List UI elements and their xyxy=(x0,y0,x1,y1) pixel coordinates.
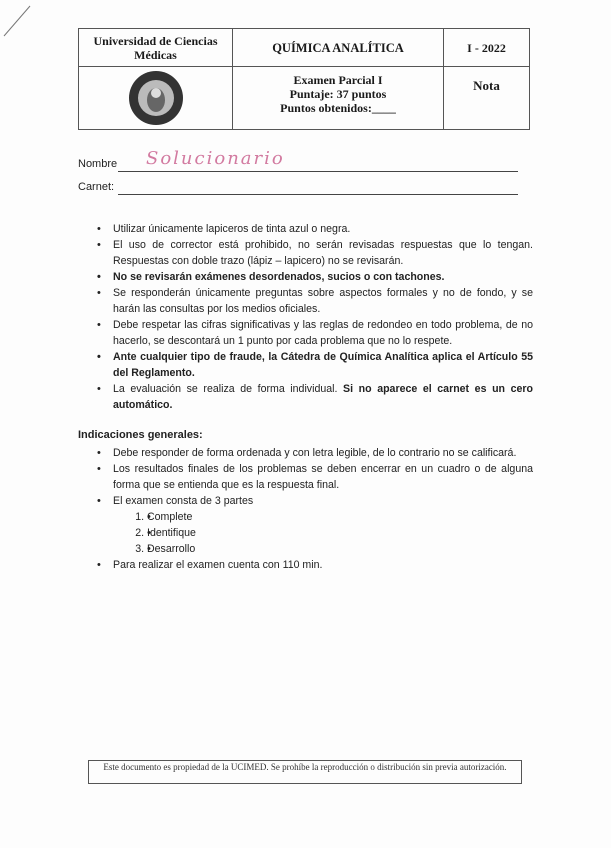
exam-title: Examen Parcial I xyxy=(293,73,383,87)
name-value: Solucionario xyxy=(146,148,285,169)
course-cell xyxy=(233,29,444,67)
parts-list xyxy=(113,509,533,557)
points-obtained: Puntos obtenidos:____ xyxy=(280,101,396,115)
name-field[interactable] xyxy=(118,171,518,172)
header-table xyxy=(78,28,530,130)
grade-cell xyxy=(444,67,529,129)
term-cell xyxy=(444,29,529,67)
term: I - 2022 xyxy=(467,40,506,55)
part-item: • 3. Desarrollo xyxy=(147,541,533,557)
university-cell xyxy=(79,29,233,67)
university-seal-icon xyxy=(127,69,185,127)
exam-info-cell xyxy=(233,67,444,129)
rule-item: • Utilizar únicamente lapiceros de tinta azul o negra. xyxy=(97,221,533,237)
rule-item: • La evaluación se realiza de forma individual. Si no aparece el carnet es un cero automático. xyxy=(97,381,533,413)
general-item: • Debe responder de forma ordenada y con letra legible, de lo contrario no se calificará. xyxy=(97,445,533,461)
rule-item: • No se revisarán exámenes desordenados, sucios o con tachones. xyxy=(97,269,533,285)
grade-label: Nota xyxy=(473,78,500,93)
rules-list xyxy=(97,221,533,413)
part-item: • 1. Complete xyxy=(147,509,533,525)
course-title: QUÍMICA ANALÍTICA xyxy=(272,40,404,55)
rule-item: • El uso de corrector está prohibido, no serán revisadas respuestas que lo tengan. Respuestas con doble trazo (lápiz – lapicero) no se revisarán. xyxy=(97,237,533,269)
exam-score: Puntaje: 37 puntos xyxy=(289,87,387,101)
rule-item: • Debe respetar las cifras significativas y las reglas de redondeo en todo problema, de no hacerlo, se descontará un 1 punto por cada problema que no lo respete. xyxy=(97,317,533,349)
rule-item: • Se responderán únicamente preguntas sobre aspectos formales y no de fondo, y se harán las consultas por los medios oficiales. xyxy=(97,285,533,317)
scan-mark xyxy=(0,0,40,40)
general-list xyxy=(97,445,533,573)
name-label: Nombre xyxy=(78,158,118,170)
footer-notice: Este documento es propiedad de la UCIMED. Se prohíbe la reproducción o distribución sin previa autorización. xyxy=(88,760,522,784)
general-title: Indicaciones generales: xyxy=(78,429,203,441)
part-item: • 2. Identifique xyxy=(147,525,533,541)
general-item: • El examen consta de 3 partes • 1. Complete • 2. Identifique • 3. Desarrollo xyxy=(97,493,533,557)
carnet-field[interactable] xyxy=(118,194,518,195)
university-name: Universidad de Ciencias Médicas xyxy=(93,33,218,62)
general-item: • Para realizar el examen cuenta con 110 min. xyxy=(97,557,533,573)
general-item: • Los resultados finales de los problemas se deben encerrar en un cuadro o de alguna forma que se entienda que es la respuesta final. xyxy=(97,461,533,493)
rule-item: • Ante cualquier tipo de fraude, la Cátedra de Química Analítica aplica el Artículo 55 del Reglamento. xyxy=(97,349,533,381)
carnet-label: Carnet: xyxy=(78,181,115,193)
seal-cell xyxy=(79,67,233,129)
